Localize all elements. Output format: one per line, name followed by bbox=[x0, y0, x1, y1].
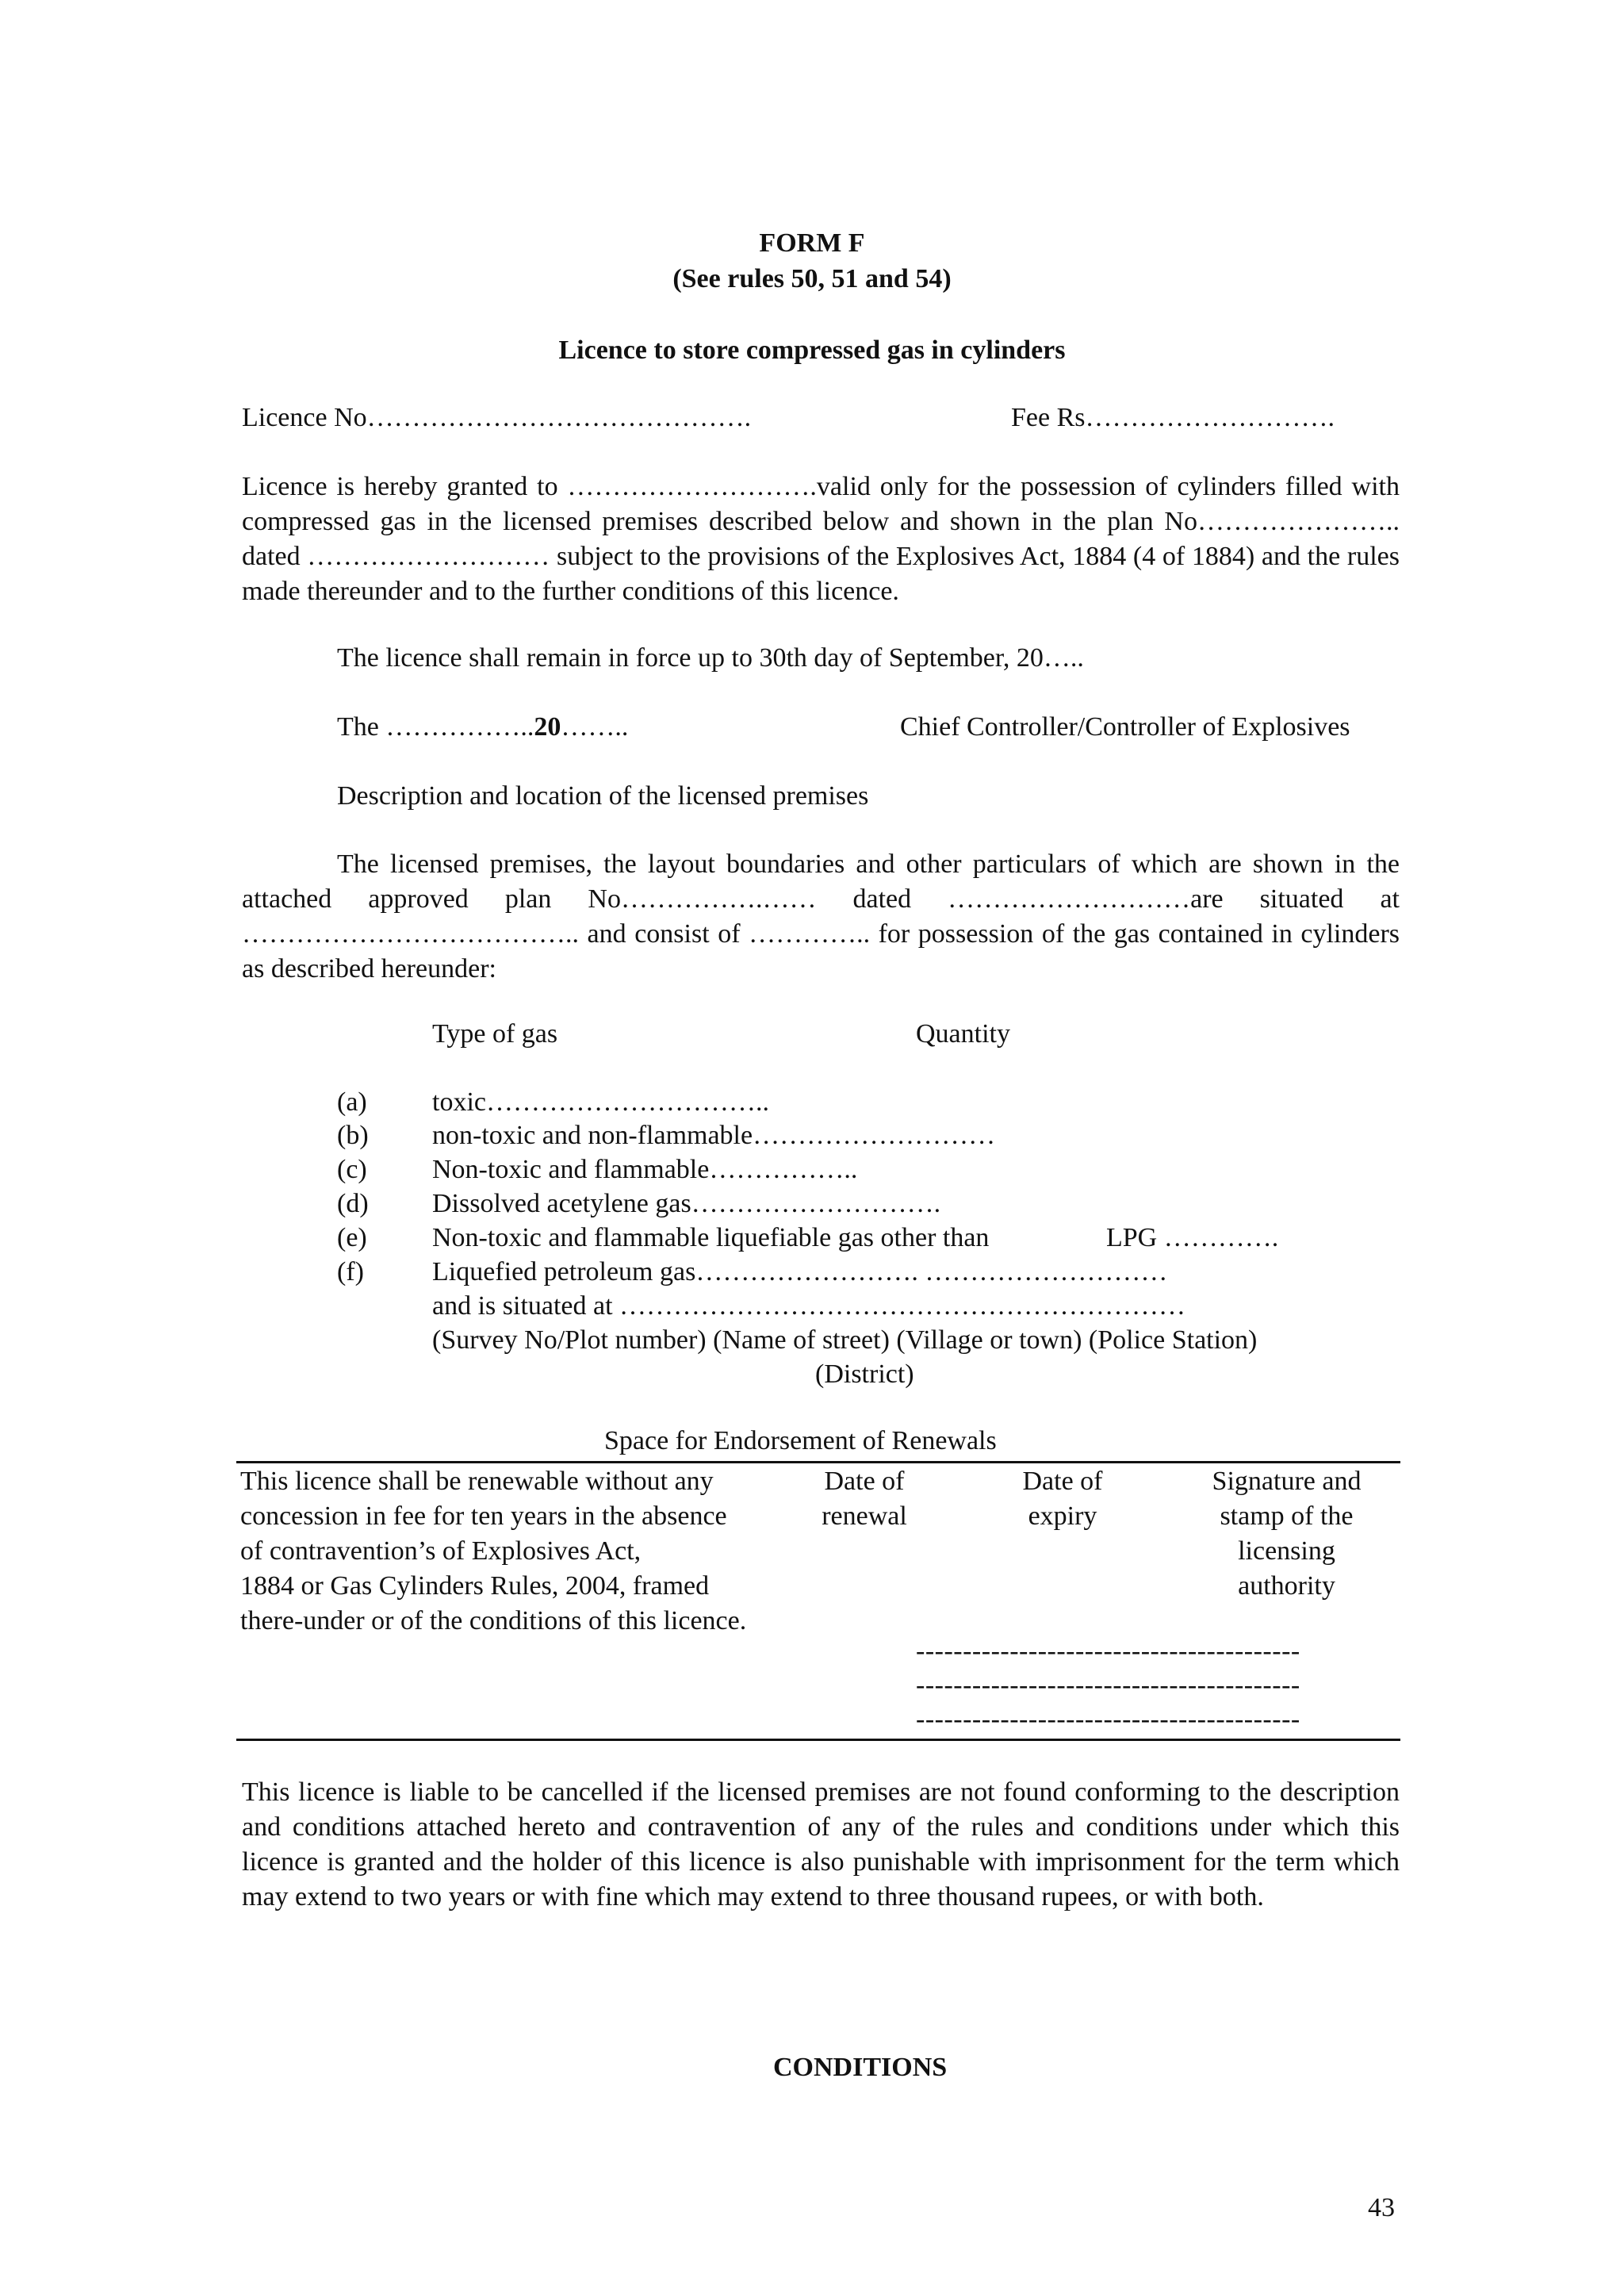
header-line: renewal bbox=[822, 1501, 907, 1531]
header-line: licensing bbox=[1238, 1536, 1335, 1566]
date-prefix: The …………….. bbox=[337, 712, 534, 742]
form-title: FORM F bbox=[759, 228, 865, 258]
gas-row-text: Non-toxic and flammable liquefiable gas other than bbox=[432, 1223, 990, 1252]
renewal-dash-line: ----------------------------------------- bbox=[916, 1636, 1300, 1666]
renewal-note-line: concession in fee for ten years in the absence bbox=[240, 1501, 727, 1531]
renewal-note-line: there-under or of the conditions of this licence. bbox=[240, 1606, 747, 1635]
type-of-gas-header: Type of gas bbox=[432, 1019, 558, 1049]
date-year: 20 bbox=[534, 712, 561, 742]
renewal-note-line: of contravention’s of Explosives Act, bbox=[240, 1536, 642, 1566]
rules-reference: (See rules 50, 51 and 54) bbox=[672, 264, 952, 293]
renewals-title: Space for Endorsement of Renewals bbox=[604, 1426, 997, 1455]
grant-paragraph: Licence is hereby granted to ……………………….valid only for the possession of cylinders filled with compressed gas in the licensed premises described below and shown in the plan No………………….. dated ……………………… subject to the provisions of the Explosives Act, 1884 (4 of 1884) and the rules made thereunder and to the further conditions of this licence. bbox=[242, 472, 1400, 606]
renewal-note-line: 1884 or Gas Cylinders Rules, 2004, framed bbox=[240, 1571, 710, 1601]
licence-title: Licence to store compressed gas in cylinders bbox=[558, 336, 1066, 365]
header-line: authority bbox=[1238, 1571, 1335, 1601]
renewal-note-line: This licence shall be renewable without any bbox=[240, 1467, 714, 1496]
issuing-authority: Chief Controller/Controller of Explosives bbox=[900, 712, 1350, 742]
fee-field: Fee Rs………………………. bbox=[1011, 403, 1335, 432]
gas-row-text: Dissolved acetylene gas………………………. bbox=[432, 1189, 941, 1218]
gas-row-lpg: LPG …………. bbox=[1106, 1223, 1279, 1252]
gas-row-label: (b) bbox=[337, 1121, 369, 1150]
gas-row-label: (d) bbox=[337, 1189, 369, 1218]
renewal-dash-line: ----------------------------------------- bbox=[916, 1704, 1300, 1734]
date-line bbox=[337, 710, 628, 745]
header-line: Signature and bbox=[1212, 1467, 1362, 1496]
premises-paragraph: The licensed premises, the layout boundaries and other particulars of which are shown in the attached approved plan No…………….…… dated ………………………are situated at ……………………………….. and consist of ………….. for possession of the gas contained in cylinders as described hereunder: bbox=[242, 849, 1400, 984]
header-line: Date of bbox=[824, 1467, 905, 1496]
date-suffix: …….. bbox=[561, 712, 629, 742]
signature-stamp-header bbox=[1189, 1464, 1384, 1604]
gas-row-label: (e) bbox=[337, 1223, 367, 1252]
district-field: (District) bbox=[815, 1359, 914, 1389]
date-of-expiry-header bbox=[999, 1464, 1126, 1534]
gas-row-label: (f) bbox=[337, 1257, 364, 1286]
header-line: Date of bbox=[1022, 1467, 1103, 1496]
gas-row-label: (c) bbox=[337, 1155, 367, 1184]
page-number: 43 bbox=[1368, 2193, 1395, 2222]
gas-row-label: (a) bbox=[337, 1087, 367, 1117]
gas-row-text: toxic………………………….. bbox=[432, 1087, 769, 1117]
renewals-top-rule bbox=[236, 1461, 1400, 1463]
description-heading: Description and location of the licensed premises bbox=[337, 781, 869, 811]
header-line: stamp of the bbox=[1220, 1501, 1354, 1531]
situated-line: and is situated at ……………………………………………………… bbox=[432, 1291, 1186, 1321]
validity-statement: The licence shall remain in force up to 30th day of September, 20….. bbox=[337, 643, 1084, 673]
header-line: expiry bbox=[1028, 1501, 1097, 1531]
licence-number-field: Licence No……………………………………. bbox=[242, 403, 752, 432]
conditions-heading: CONDITIONS bbox=[773, 2053, 948, 2082]
cancellation-paragraph: This licence is liable to be cancelled if the licensed premises are not found conforming to the description and conditions attached hereto and contravention of any of the rules and conditions under which this licence is granted and the holder of this licence is also punishable with imprisonment for the term which may extend to two years or with fine which may extend to three thousand rupees, or with both. bbox=[242, 1777, 1400, 1911]
gas-row-text: Liquefied petroleum gas……………………. ……………………… bbox=[432, 1257, 1168, 1286]
date-of-renewal-header bbox=[801, 1464, 928, 1534]
gas-row-text: Non-toxic and flammable…………….. bbox=[432, 1155, 858, 1184]
gas-row-text: non-toxic and non-flammable……………………… bbox=[432, 1121, 996, 1150]
quantity-header: Quantity bbox=[916, 1019, 1010, 1049]
address-fields: (Survey No/Plot number) (Name of street) (Village or town) (Police Station) bbox=[432, 1325, 1258, 1355]
renewal-note bbox=[240, 1464, 746, 1639]
renewals-bottom-rule bbox=[236, 1739, 1400, 1741]
renewal-dash-line: ----------------------------------------- bbox=[916, 1670, 1300, 1700]
